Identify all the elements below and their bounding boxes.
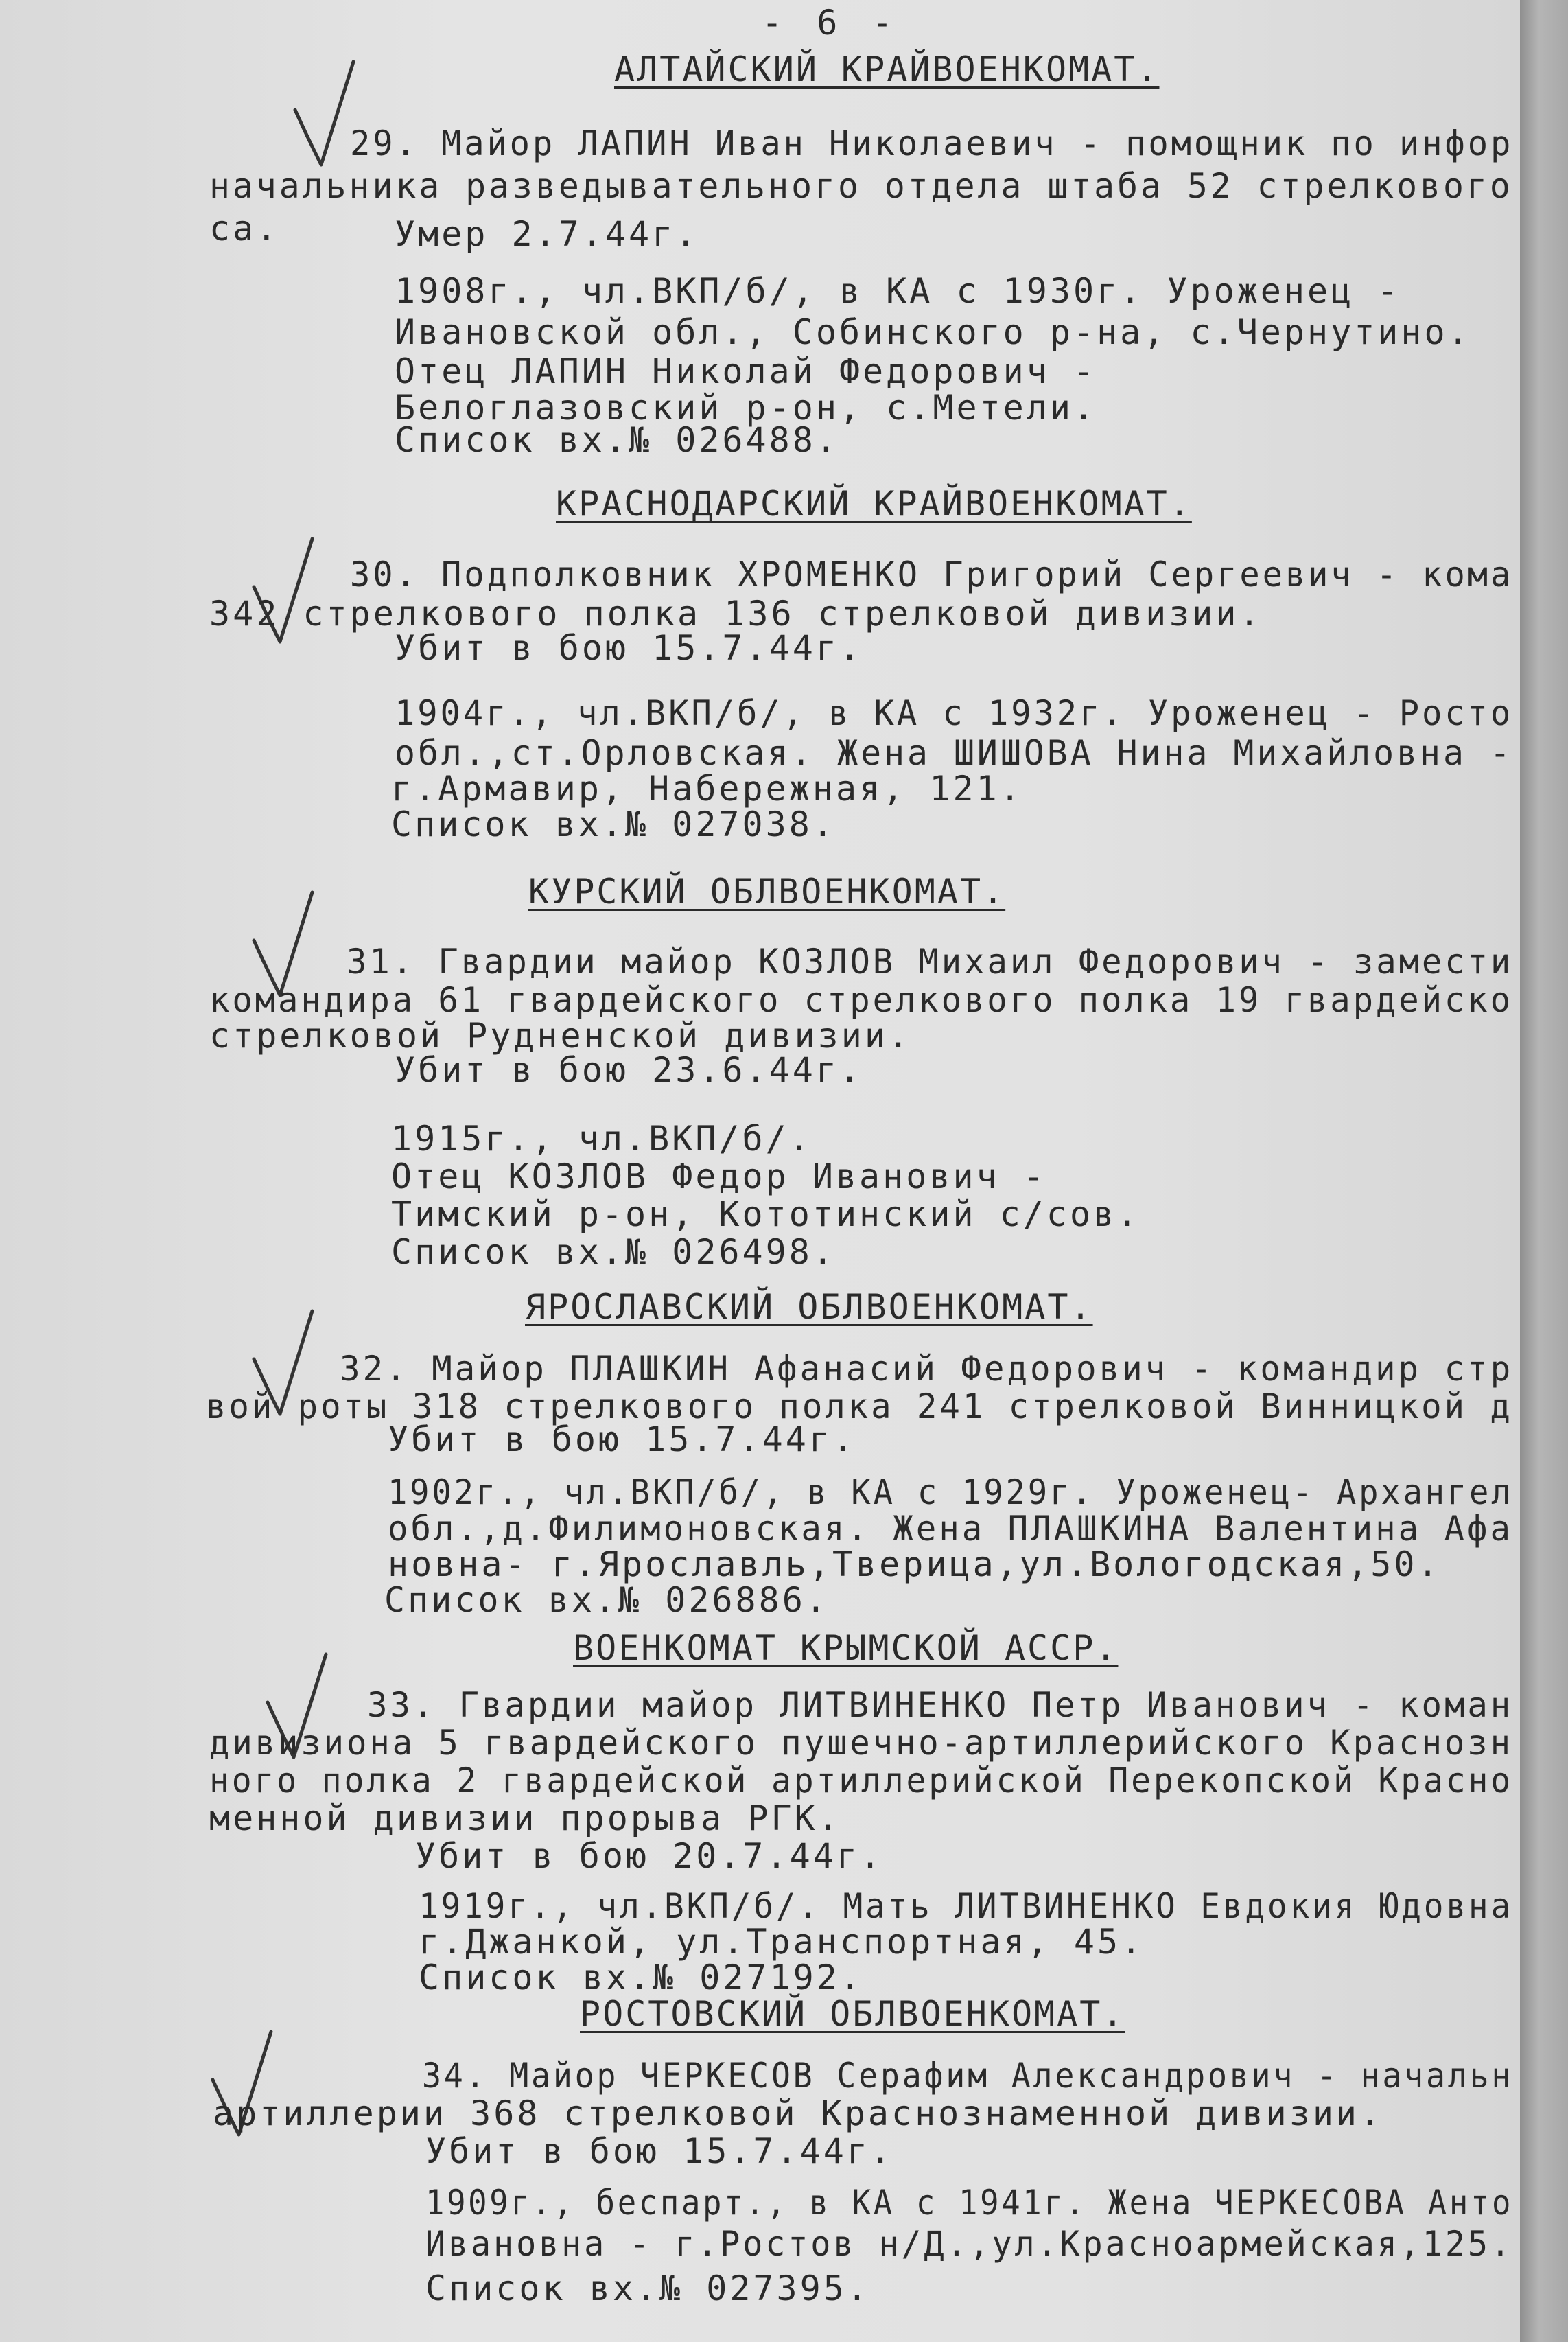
entry-status: Умер 2.7.44г. (395, 214, 699, 254)
entry-status: Убит в бою 15.7.44г. (425, 2131, 894, 2171)
entry-status: Убит в бою 15.7.44г. (395, 628, 863, 668)
entry-detail: Ивановна - г.Ростов н/Д.,ул.Красноармейская,125. (425, 2224, 1513, 2264)
entry-detail: обл.,д.Филимоновская. Жена ПЛАШКИНА Валентина Афа (388, 1509, 1513, 1549)
entry-list-number: Список вх.№ 026498. (391, 1232, 836, 1272)
section-heading: КРАСНОДАРСКИЙ КРАЙВОЕНКОМАТ. (556, 484, 1192, 524)
entry-intro: 31. Гвардии майор КОЗЛОВ Михаил Федорович - замести (347, 942, 1514, 982)
entry-detail: г.Джанкой, ул.Транспортная, 45. (419, 1922, 1145, 1962)
page-edge (1520, 0, 1568, 2342)
entry-detail: Отец КОЗЛОВ Федор Иванович - (391, 1157, 1046, 1196)
entry-intro: 30. Подполковник ХРОМЕНКО Григорий Сергеевич - кома (350, 555, 1514, 594)
entry-detail: 1909г., беспарт., в КА с 1941г. Жена ЧЕРКЕСОВА Анто (425, 2183, 1514, 2223)
entry-text: командира 61 гвардейского стрелкового полка 19 гвардейско (209, 980, 1513, 1020)
entry-detail: 1919г., чл.ВКП/б/. Мать ЛИТВИНЕНКО Евдокия Юдовна (419, 1886, 1513, 1926)
section-heading: РОСТОВСКИЙ ОБЛВОЕНКОМАТ. (580, 1994, 1125, 2034)
entry-list-number: Список вх.№ 027395. (425, 2269, 870, 2308)
entry-list-number: Список вх.№ 026488. (395, 420, 839, 460)
entry-status: Убит в бою 23.6.44г. (395, 1050, 863, 1090)
entry-status: Убит в бою 15.7.44г. (388, 1419, 856, 1459)
entry-detail: Белоглазовский р-он, с.Метели. (395, 388, 1097, 428)
entry-text: начальника разведывательного отдела штаба 52 стрелкового (209, 166, 1513, 206)
entry-text: вой роты 318 стрелкового полка 241 стрелковой Винницкой д (206, 1387, 1513, 1426)
section-heading: КУРСКИЙ ОБЛВОЕНКОМАТ. (528, 872, 1006, 912)
page-number: - 6 - (762, 3, 900, 43)
entry-intro: 33. Гвардии майор ЛИТВИНЕНКО Петр Иванович - коман (367, 1685, 1514, 1725)
entry-detail: 1908г., чл.ВКП/б/, в КА с 1930г. Уроженец - (395, 271, 1401, 311)
section-heading: ВОЕНКОМАТ КРЫМСКОЙ АССР. (573, 1628, 1119, 1668)
entry-text: артиллерии 368 стрелковой Краснознаменной дивизии. (213, 2094, 1383, 2133)
entry-text: менной дивизии прорыва РГК. (209, 1798, 841, 1838)
entry-detail: Отец ЛАПИН Николай Федорович - (395, 351, 1097, 391)
entry-detail: Ивановской обл., Собинского р-на, с.Чернутино. (395, 312, 1471, 352)
entry-text: са. (209, 209, 280, 248)
entry-intro: 32. Майор ПЛАШКИН Афанасий Федорович - командир стр (340, 1349, 1514, 1389)
entry-list-number: Список вх.№ 026886. (384, 1580, 829, 1620)
entry-text: дивизиона 5 гвардейского пушечно-артиллерийского Краснозн (209, 1723, 1513, 1763)
entry-text: 342 стрелкового полка 136 стрелковой дивизии. (209, 594, 1263, 634)
entry-list-number: Список вх.№ 027192. (419, 1958, 863, 1997)
entry-intro: 34. Майор ЧЕРКЕСОВ Серафим Александрович - начальн (422, 2056, 1514, 2096)
entry-status: Убит в бою 20.7.44г. (415, 1836, 884, 1876)
entry-detail: Тимский р-он, Кототинский с/сов. (391, 1194, 1140, 1234)
entry-text: ного полка 2 гвардейской артиллерийской Перекопской Красно (209, 1761, 1514, 1800)
entry-list-number: Список вх.№ 027038. (391, 804, 836, 844)
entry-detail: 1902г., чл.ВКП/б/, в КА с 1929г. Уроженец- Архангел (388, 1472, 1514, 1512)
entry-detail: 1915г., чл.ВКП/б/. (391, 1119, 812, 1159)
entry-detail: 1904г., чл.ВКП/б/, в КА с 1932г. Уроженец - Росто (395, 693, 1514, 733)
entry-detail: новна- г.Ярославль,Тверица,ул.Вологодская,50. (388, 1544, 1441, 1584)
section-heading: ЯРОСЛАВСКИЙ ОБЛВОЕНКОМАТ. (525, 1287, 1093, 1327)
entry-text: стрелковой Рудненской дивизии. (209, 1016, 912, 1056)
entry-detail: г.Армавир, Набережная, 121. (391, 769, 1023, 809)
section-heading: АЛТАЙСКИЙ КРАЙВОЕНКОМАТ. (614, 49, 1160, 89)
entry-intro: 29. Майор ЛАПИН Иван Николаевич - помощник по инфор (350, 124, 1514, 163)
entry-detail: обл.,ст.Орловская. Жена ШИШОВА Нина Михайловна - (395, 733, 1513, 773)
